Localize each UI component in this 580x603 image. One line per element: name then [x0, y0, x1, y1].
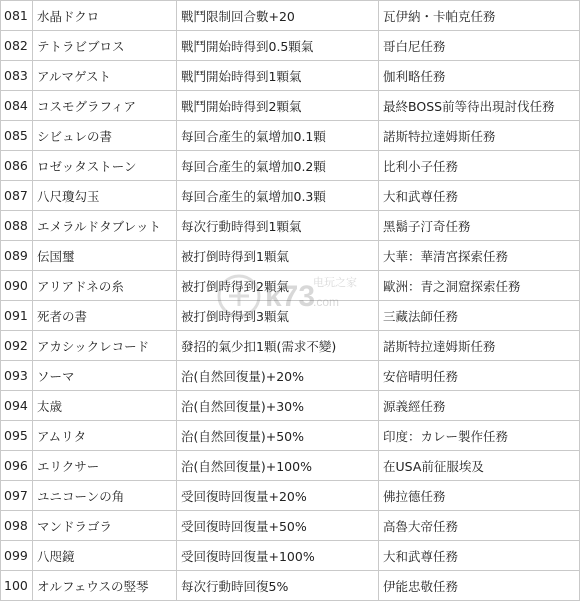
row-number: 088 [1, 211, 33, 241]
watermark-subtitle: 电玩之家 [313, 276, 357, 289]
watermark-url: .com [313, 295, 340, 309]
row-number: 083 [1, 61, 33, 91]
row-number: 082 [1, 31, 33, 61]
table-row [1, 421, 580, 451]
item-name: コスモグラフィア [33, 91, 177, 121]
row-number: 099 [1, 541, 33, 571]
table-row [1, 541, 580, 571]
item-effect: 受回復時回復量+100% [177, 541, 379, 571]
item-name: テトラビブロス [33, 31, 177, 61]
item-name: 水晶ドクロ [33, 1, 177, 31]
item-effect: 治(自然回復量)+100% [177, 451, 379, 481]
row-number: 093 [1, 361, 33, 391]
item-effect: 被打倒時得到2顆氣 [177, 271, 379, 301]
item-quest: 印度：カレー製作任務 [379, 421, 580, 451]
item-quest: 三藏法師任務 [379, 301, 580, 331]
item-effect: 受回復時回復量+20% [177, 481, 379, 511]
item-quest: 比利小子任務 [379, 151, 580, 181]
item-effect: 被打倒時得到1顆氣 [177, 241, 379, 271]
item-quest: 佛拉德任務 [379, 481, 580, 511]
item-quest: 大和武尊任務 [379, 541, 580, 571]
item-quest: 伊能忠敬任務 [379, 571, 580, 601]
table-row [1, 91, 580, 121]
table-row [1, 301, 580, 331]
item-effect: 每次行動時回復5% [177, 571, 379, 601]
row-number: 100 [1, 571, 33, 601]
item-quest: 瓦伊納・卡帕克任務 [379, 1, 580, 31]
item-name: 太歳 [33, 391, 177, 421]
row-number: 085 [1, 121, 33, 151]
row-number: 089 [1, 241, 33, 271]
item-quest: 諾斯特拉達姆斯任務 [379, 121, 580, 151]
table-row [1, 361, 580, 391]
item-name: オルフェウスの竪琴 [33, 571, 177, 601]
table-row [1, 571, 580, 601]
table-row [1, 61, 580, 91]
watermark-logo-text: k73 [265, 280, 316, 313]
item-effect: 治(自然回復量)+50% [177, 421, 379, 451]
item-quest: 源義經任務 [379, 391, 580, 421]
item-effect: 戰鬥開始時得到0.5顆氣 [177, 31, 379, 61]
table-row [1, 511, 580, 541]
table-row [1, 391, 580, 421]
row-number: 086 [1, 151, 33, 181]
table-row [1, 331, 580, 361]
item-effect: 治(自然回復量)+30% [177, 391, 379, 421]
item-name: アムリタ [33, 421, 177, 451]
item-quest: 最終BOSS前等待出現討伐任務 [379, 91, 580, 121]
item-quest: 伽利略任務 [379, 61, 580, 91]
item-name: アリアドネの糸 [33, 271, 177, 301]
item-name: 死者の書 [33, 301, 177, 331]
item-quest: 諾斯特拉達姆斯任務 [379, 331, 580, 361]
row-number: 094 [1, 391, 33, 421]
item-quest: 黑鬍子汀奇任務 [379, 211, 580, 241]
item-effect: 戰鬥開始時得到1顆氣 [177, 61, 379, 91]
item-name: ユニコーンの角 [33, 481, 177, 511]
item-name: アカシックレコード [33, 331, 177, 361]
item-effect: 每回合產生的氣增加0.2顆 [177, 151, 379, 181]
item-effect: 每回合產生的氣增加0.3顆 [177, 181, 379, 211]
table-row [1, 211, 580, 241]
item-effect: 每次行動時得到1顆氣 [177, 211, 379, 241]
item-effect: 發招的氣少扣1顆(需求不變) [177, 331, 379, 361]
table-row [1, 241, 580, 271]
item-effect: 每回合產生的氣增加0.1顆 [177, 121, 379, 151]
table-row [1, 481, 580, 511]
row-number: 090 [1, 271, 33, 301]
item-quest: 高魯大帝任務 [379, 511, 580, 541]
item-quest: 大和武尊任務 [379, 181, 580, 211]
row-number: 097 [1, 481, 33, 511]
table-row [1, 151, 580, 181]
table-row [1, 31, 580, 61]
table-row [1, 121, 580, 151]
item-name: アルマゲスト [33, 61, 177, 91]
item-name: 八尺瓊勾玉 [33, 181, 177, 211]
item-name: マンドラゴラ [33, 511, 177, 541]
row-number: 087 [1, 181, 33, 211]
item-effect: 戰鬥開始時得到2顆氣 [177, 91, 379, 121]
item-effect: 治(自然回復量)+20% [177, 361, 379, 391]
item-quest: 安倍晴明任務 [379, 361, 580, 391]
item-effect: 被打倒時得到3顆氣 [177, 301, 379, 331]
row-number: 098 [1, 511, 33, 541]
item-quest: 歐洲：青之洞窟探索任務 [379, 271, 580, 301]
item-quest: 哥白尼任務 [379, 31, 580, 61]
item-table-body [1, 1, 580, 601]
item-name: 八咫鏡 [33, 541, 177, 571]
item-name: ロゼッタストーン [33, 151, 177, 181]
item-name: 伝国璽 [33, 241, 177, 271]
item-quest: 在USA前征服埃及 [379, 451, 580, 481]
row-number: 096 [1, 451, 33, 481]
item-effect: 受回復時回復量+50% [177, 511, 379, 541]
table-row [1, 451, 580, 481]
item-name: ソーマ [33, 361, 177, 391]
item-quest: 大華：華清宮探索任務 [379, 241, 580, 271]
table-row [1, 1, 580, 31]
row-number: 081 [1, 1, 33, 31]
row-number: 084 [1, 91, 33, 121]
row-number: 092 [1, 331, 33, 361]
row-number: 095 [1, 421, 33, 451]
table-row [1, 181, 580, 211]
item-name: エリクサー [33, 451, 177, 481]
item-effect: 戰鬥限制回合數+20 [177, 1, 379, 31]
item-name: エメラルドタブレット [33, 211, 177, 241]
table-row [1, 271, 580, 301]
item-name: シビュレの書 [33, 121, 177, 151]
row-number: 091 [1, 301, 33, 331]
